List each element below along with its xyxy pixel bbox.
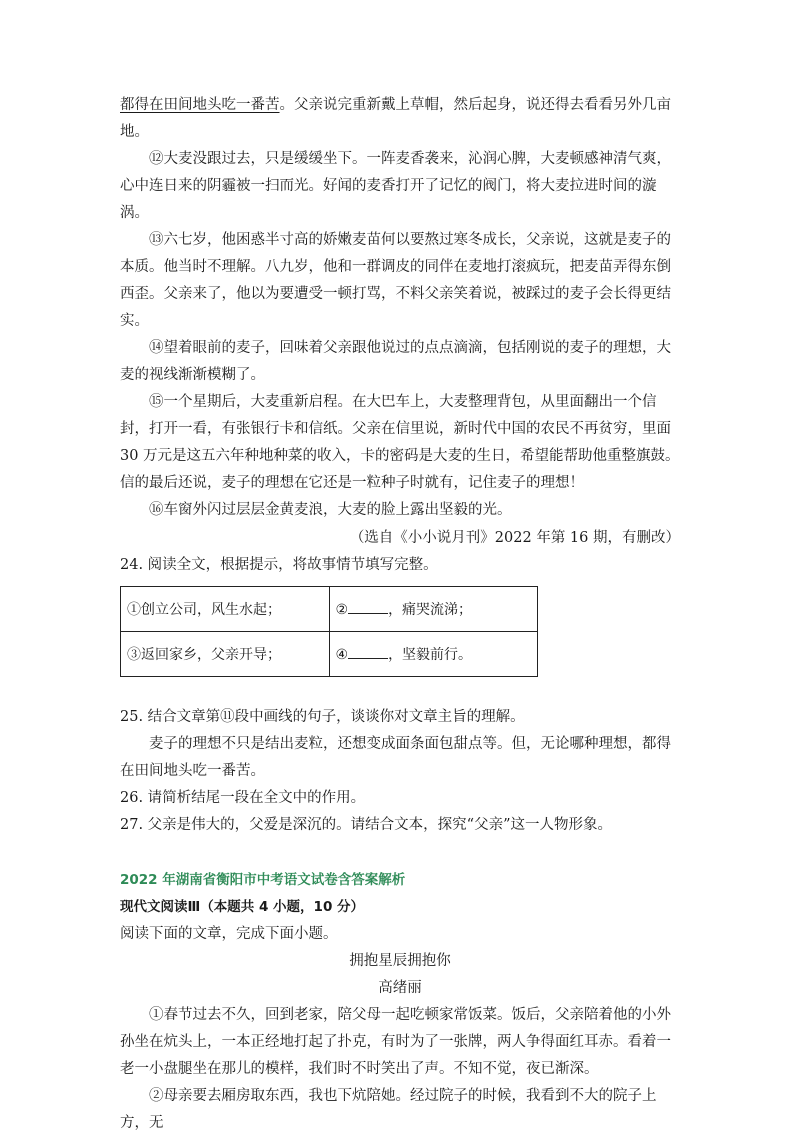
- plot-cell-2-prefix: ②: [335, 602, 349, 618]
- paragraph-12: ⑫大麦没跟过去，只是缓缓坐下。一阵麦香袭来，沁润心脾，大麦顿感神清气爽，心中连日来的阴霾被一扫而光。好闻的麦香打开了记忆的阀门，将大麦拉进时间的漩涡。: [120, 151, 671, 221]
- plot-cell-1: ①创立公司，风生水起；: [121, 587, 330, 632]
- answer-blank-2[interactable]: [348, 601, 388, 614]
- article-paragraph-2: ②母亲要去厢房取东西，我也下炕陪她。经过院子的时候，我看到不大的院子上方，无: [120, 1088, 657, 1131]
- paragraph-16: ⑯车窗外闪过层层金黄麦浪，大麦的脸上露出坚毅的光。: [149, 502, 512, 518]
- plot-cell-3: ③返回家乡，父亲开导；: [121, 632, 330, 677]
- paragraph-11: [120, 92, 680, 146]
- article-paragraph-1: ①春节过去不久，回到老家，陪父母一起吃顿家常饭菜。饭后，父亲陪着他的小外孙坐在炕头上，一本正经地打起了扑克，有时为了一张牌，两人争得面红耳赤。看着一老一小盘腿坐在那儿的模样，我们时不时笑出了声。不知不觉，夜已渐深。: [120, 1007, 671, 1077]
- plot-cell-4-prefix: ④: [335, 647, 349, 663]
- instruction: 阅读下面的文章，完成下面小题。: [120, 926, 338, 942]
- document-page: [120, 92, 680, 1137]
- paragraph-14: ⑭望着眼前的麦子，回味着父亲跟他说过的点点滴滴，包括刚说的麦子的理想，大麦的视线渐渐模糊了。: [120, 340, 671, 383]
- section-heading: 现代文阅读Ⅲ（本题共 4 小题，10 分）: [120, 899, 365, 915]
- exam-title: 2022 年湖南省衡阳市中考语文试卷含答案解析: [120, 872, 406, 888]
- question-25-quote: 麦子的理想不只是结出麦粒，还想变成面条面包甜点等。但，无论哪种理想，都得在田间地头吃一番苦。: [120, 736, 671, 779]
- plot-cell-2: [329, 587, 538, 632]
- plot-cell-4-suffix: ，坚毅前行。: [388, 647, 473, 663]
- plot-cell-4: [329, 632, 538, 677]
- question-25: 25. 结合文章第⑪段中画线的句子，谈谈你对文章主旨的理解。: [120, 709, 525, 725]
- underlined-sentence: 都得在田间地头吃一番苦: [120, 97, 280, 113]
- paragraph-15: ⑮一个星期后，大麦重新启程。在大巴车上，大麦整理背包，从里面翻出一个信封，打开一看，有张银行卡和信纸。父亲在信里说，新时代中国的农民不再贫穷，里面 30 万元是这五六年种地种菜的收入，卡的密码是大麦的生日，希望能帮助他重整旗鼓。信的最后还说，麦子的理想在它还是一粒种子时就有，记住麦子的理想！: [120, 394, 680, 491]
- plot-table: [120, 586, 538, 677]
- paragraph-13: ⑬六七岁，他困惑半寸高的娇嫩麦苗何以要熬过寒冬成长，父亲说，这就是麦子的本质。他当时不理解。八九岁，他和一群调皮的同伴在麦地打滚疯玩，把麦苗弄得东倒西歪。父亲来了，他以为要遭受一顿打骂，不料父亲笑着说，被踩过的麦子会长得更结实。: [120, 232, 671, 329]
- question-24: 24. 阅读全文，根据提示，将故事情节填写完整。: [120, 557, 438, 573]
- source-citation: （选自《小小说月刊》2022 年第 16 期，有删改）: [349, 530, 680, 546]
- paragraph-11-text: 。父亲说完重新戴上草帽，然后起身，说还得去看看另外几亩地。: [120, 97, 671, 140]
- article-author: 高绪丽: [378, 980, 422, 996]
- question-26: 26. 请简析结尾一段在全文中的作用。: [120, 790, 366, 806]
- article-title: 拥抱星辰拥抱你: [349, 953, 451, 969]
- plot-cell-2-suffix: ，痛哭流涕；: [388, 602, 473, 618]
- answer-blank-4[interactable]: [348, 646, 388, 659]
- question-27: 27. 父亲是伟大的，父爱是深沉的。请结合文本，探究“父亲”这一人物形象。: [120, 817, 612, 833]
